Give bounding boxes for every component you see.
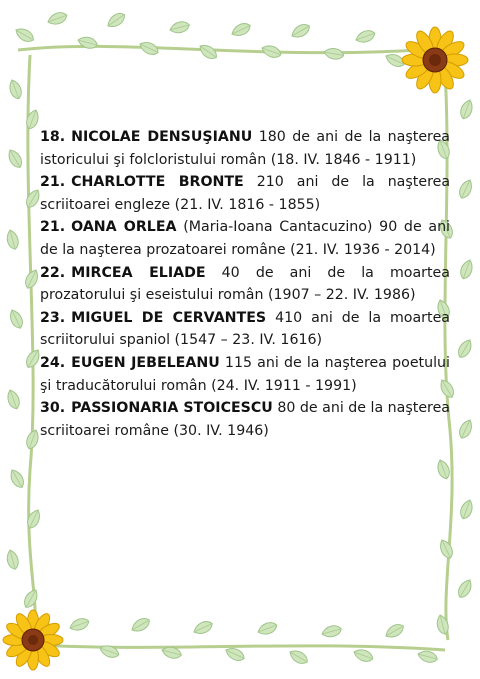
entry-text: 80 de ani de la naşterea scriitoarei române (30. IV. 1946) — [40, 400, 450, 439]
entry-day: 24. — [40, 354, 66, 371]
entry-name: OANA ORLEA — [71, 219, 177, 236]
entry-text: 210 ani de la naşterea scriitoarei engleze (21. IV. 1816 - 1855) — [40, 174, 451, 213]
entry-text: 410 ani de la moartea scriitorului spaniol (1547 – 23. IV. 1616) — [40, 309, 450, 349]
sunflower-icon — [3, 610, 63, 670]
list-item — [40, 262, 450, 307]
entry-day: 23. — [40, 309, 66, 326]
entry-day: 22. — [40, 264, 66, 281]
entry-name: CHARLOTTE BRONTE — [71, 174, 244, 191]
entry-text: 115 ani de la naşterea poetului şi traducătorului român (24. IV. 1911 - 1991) — [40, 354, 450, 394]
bottom-leaves — [68, 615, 438, 666]
entry-name: NICOLAE DENSUŞIANU — [71, 129, 253, 145]
list-item — [40, 171, 450, 216]
entry-text: 40 de ani de la moartea prozatorului şi eseistului român (1907 – 22. IV. 1986) — [40, 264, 450, 304]
list-item — [40, 126, 450, 171]
entry-day: 21. — [40, 174, 66, 191]
entry-day: 30. — [40, 400, 66, 417]
top-leaves — [13, 10, 406, 69]
entry-name: MIGUEL DE CERVANTES — [71, 309, 267, 326]
left-leaves — [5, 78, 43, 610]
entry-text: 180 de ani de la naşterea istoricului şi folcloristului român (18. IV. 1846 - 1911) — [40, 129, 450, 168]
sunflower-icon — [402, 27, 468, 93]
entry-name: MIRCEA ELIADE — [71, 264, 206, 281]
entry-day: 18. — [40, 129, 66, 145]
list-item — [40, 397, 450, 442]
list-item — [40, 216, 450, 261]
entry-text: (Maria-Ioana Cantacuzino) 90 de ani de la naşterea prozatoarei române (21. IV. 1936 - 2014) — [40, 219, 451, 258]
entry-name: EUGEN JEBELEANU — [71, 354, 220, 371]
anniversary-list — [40, 126, 450, 442]
list-item — [40, 352, 450, 397]
entry-day: 21. — [40, 219, 66, 236]
list-item — [40, 307, 450, 352]
entry-name: PASSIONARIA STOICESCU — [71, 400, 273, 417]
